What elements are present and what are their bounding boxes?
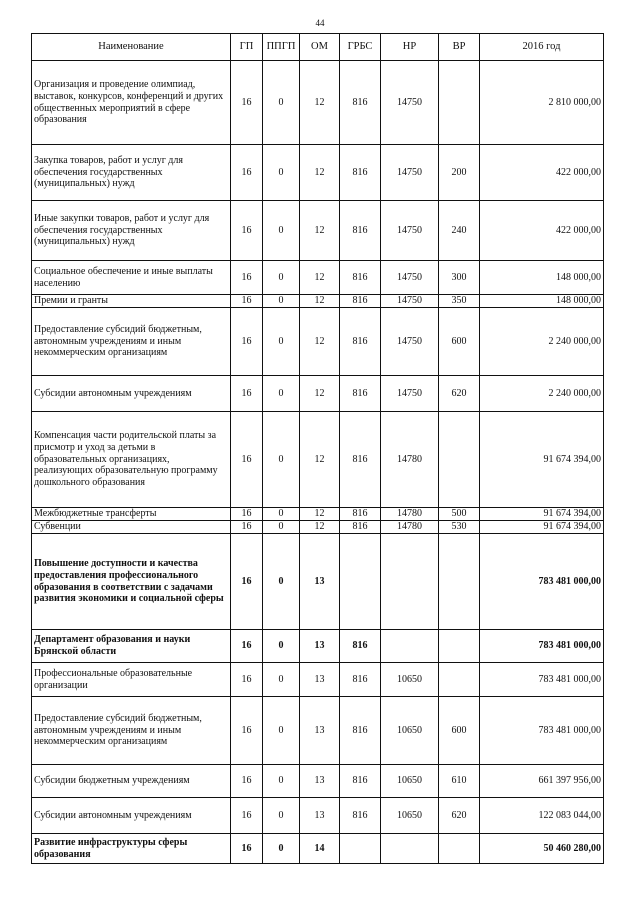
cell-ppgp: 0	[263, 534, 300, 630]
cell-amount: 2 240 000,00	[480, 376, 604, 412]
cell-vr: 500	[439, 508, 480, 521]
cell-gp: 16	[231, 521, 263, 534]
table-row	[32, 697, 604, 765]
cell-name: Межбюджетные трансферты	[32, 508, 231, 521]
cell-grbs: 816	[340, 663, 381, 697]
cell-grbs: 816	[340, 412, 381, 508]
cell-vr	[439, 412, 480, 508]
cell-vr	[439, 834, 480, 864]
cell-om: 13	[300, 630, 340, 663]
cell-grbs: 816	[340, 630, 381, 663]
cell-om: 12	[300, 376, 340, 412]
cell-vr	[439, 534, 480, 630]
cell-nr: 14750	[381, 308, 439, 376]
cell-gp: 16	[231, 376, 263, 412]
cell-nr: 10650	[381, 798, 439, 834]
cell-vr: 350	[439, 295, 480, 308]
cell-gp: 16	[231, 295, 263, 308]
cell-amount: 91 674 394,00	[480, 521, 604, 534]
cell-name: Субсидии автономным учреждениям	[32, 376, 231, 412]
cell-nr: 10650	[381, 663, 439, 697]
cell-grbs	[340, 534, 381, 630]
cell-ppgp: 0	[263, 145, 300, 201]
cell-vr: 300	[439, 261, 480, 295]
table-row	[32, 521, 604, 534]
cell-gp: 16	[231, 534, 263, 630]
cell-om: 13	[300, 697, 340, 765]
cell-name: Профессиональные образовательные организации	[32, 663, 231, 697]
cell-ppgp: 0	[263, 765, 300, 798]
cell-vr	[439, 663, 480, 697]
cell-name: Развитие инфраструктуры сферы образования	[32, 834, 231, 864]
cell-gp: 16	[231, 261, 263, 295]
cell-nr: 10650	[381, 697, 439, 765]
cell-grbs	[340, 834, 381, 864]
cell-nr: 14780	[381, 521, 439, 534]
cell-ppgp: 0	[263, 261, 300, 295]
cell-grbs: 816	[340, 376, 381, 412]
cell-om: 12	[300, 201, 340, 261]
cell-om: 12	[300, 61, 340, 145]
cell-nr: 14780	[381, 412, 439, 508]
cell-vr: 600	[439, 697, 480, 765]
cell-grbs: 816	[340, 201, 381, 261]
cell-nr	[381, 834, 439, 864]
cell-amount: 783 481 000,00	[480, 630, 604, 663]
cell-ppgp: 0	[263, 663, 300, 697]
cell-nr: 14750	[381, 201, 439, 261]
cell-om: 13	[300, 534, 340, 630]
col-header-vr: ВР	[439, 34, 480, 61]
cell-gp: 16	[231, 798, 263, 834]
cell-name: Субсидии автономным учреждениям	[32, 798, 231, 834]
cell-name: Компенсация части родительской платы за присмотр и уход за детьми в образовательных организациях, реализующих образовательную программу дошкольного образования	[32, 412, 231, 508]
table-header-row	[32, 34, 604, 61]
cell-vr: 610	[439, 765, 480, 798]
cell-amount: 661 397 956,00	[480, 765, 604, 798]
table-row	[32, 834, 604, 864]
table-row	[32, 663, 604, 697]
cell-gp: 16	[231, 201, 263, 261]
cell-ppgp: 0	[263, 412, 300, 508]
col-header-om: ОМ	[300, 34, 340, 61]
cell-gp: 16	[231, 630, 263, 663]
table-row	[32, 376, 604, 412]
cell-vr	[439, 630, 480, 663]
cell-grbs: 816	[340, 508, 381, 521]
cell-nr: 14750	[381, 61, 439, 145]
cell-om: 12	[300, 261, 340, 295]
table-row	[32, 61, 604, 145]
cell-grbs: 816	[340, 295, 381, 308]
cell-om: 12	[300, 308, 340, 376]
cell-ppgp: 0	[263, 61, 300, 145]
cell-om: 12	[300, 508, 340, 521]
cell-ppgp: 0	[263, 308, 300, 376]
cell-ppgp: 0	[263, 508, 300, 521]
col-header-ppgp: ППГП	[263, 34, 300, 61]
cell-nr: 14750	[381, 376, 439, 412]
cell-ppgp: 0	[263, 295, 300, 308]
cell-ppgp: 0	[263, 376, 300, 412]
cell-om: 13	[300, 765, 340, 798]
col-header-nr: НР	[381, 34, 439, 61]
col-header-gp: ГП	[231, 34, 263, 61]
cell-nr	[381, 630, 439, 663]
table-row	[32, 145, 604, 201]
cell-amount: 148 000,00	[480, 261, 604, 295]
cell-om: 13	[300, 663, 340, 697]
cell-name: Организация и проведение олимпиад, выставок, конкурсов, конференций и других общественных мероприятий в сфере образования	[32, 61, 231, 145]
cell-amount: 422 000,00	[480, 201, 604, 261]
cell-amount: 91 674 394,00	[480, 508, 604, 521]
cell-gp: 16	[231, 412, 263, 508]
cell-nr: 14750	[381, 295, 439, 308]
cell-ppgp: 0	[263, 630, 300, 663]
cell-name: Премии и гранты	[32, 295, 231, 308]
cell-grbs: 816	[340, 61, 381, 145]
cell-name: Иные закупки товаров, работ и услуг для обеспечения государственных (муниципальных) нужд	[32, 201, 231, 261]
cell-grbs: 816	[340, 308, 381, 376]
cell-vr: 200	[439, 145, 480, 201]
cell-name: Субвенции	[32, 521, 231, 534]
table-row	[32, 412, 604, 508]
cell-grbs: 816	[340, 521, 381, 534]
table-row	[32, 765, 604, 798]
cell-om: 14	[300, 834, 340, 864]
cell-gp: 16	[231, 61, 263, 145]
table-row	[32, 798, 604, 834]
table-row	[32, 534, 604, 630]
cell-vr: 530	[439, 521, 480, 534]
cell-vr: 620	[439, 376, 480, 412]
col-header-grbs: ГРБС	[340, 34, 381, 61]
cell-grbs: 816	[340, 261, 381, 295]
page-number: 44	[315, 18, 325, 28]
cell-name: Субсидии бюджетным учреждениям	[32, 765, 231, 798]
cell-name: Закупка товаров, работ и услуг для обеспечения государственных (муниципальных) нужд	[32, 145, 231, 201]
table-row	[32, 508, 604, 521]
cell-vr: 620	[439, 798, 480, 834]
cell-grbs: 816	[340, 798, 381, 834]
cell-name: Предоставление субсидий бюджетным, автономным учреждениям и иным некоммерческим организациям	[32, 308, 231, 376]
cell-ppgp: 0	[263, 697, 300, 765]
cell-gp: 16	[231, 145, 263, 201]
cell-amount: 422 000,00	[480, 145, 604, 201]
cell-nr: 14780	[381, 508, 439, 521]
cell-grbs: 816	[340, 765, 381, 798]
cell-amount: 2 240 000,00	[480, 308, 604, 376]
cell-name: Департамент образования и науки Брянской области	[32, 630, 231, 663]
cell-name: Предоставление субсидий бюджетным, автономным учреждениям и иным некоммерческим организациям	[32, 697, 231, 765]
cell-vr	[439, 61, 480, 145]
cell-om: 12	[300, 295, 340, 308]
cell-name: Социальное обеспечение и иные выплаты населению	[32, 261, 231, 295]
cell-om: 12	[300, 521, 340, 534]
cell-nr: 14750	[381, 261, 439, 295]
cell-name: Повышение доступности и качества предоставления профессионального образования в соответствии с задачами развития экономики и социальной сферы	[32, 534, 231, 630]
cell-grbs: 816	[340, 697, 381, 765]
cell-nr: 14750	[381, 145, 439, 201]
table-row	[32, 630, 604, 663]
cell-ppgp: 0	[263, 521, 300, 534]
cell-vr: 600	[439, 308, 480, 376]
table-row	[32, 308, 604, 376]
table-row	[32, 295, 604, 308]
cell-om: 12	[300, 145, 340, 201]
cell-amount: 122 083 044,00	[480, 798, 604, 834]
cell-amount: 2 810 000,00	[480, 61, 604, 145]
cell-nr	[381, 534, 439, 630]
cell-amount: 783 481 000,00	[480, 534, 604, 630]
cell-amount: 783 481 000,00	[480, 697, 604, 765]
cell-amount: 91 674 394,00	[480, 412, 604, 508]
table-row	[32, 261, 604, 295]
cell-gp: 16	[231, 765, 263, 798]
cell-gp: 16	[231, 834, 263, 864]
cell-grbs: 816	[340, 145, 381, 201]
budget-table	[31, 33, 604, 864]
cell-om: 13	[300, 798, 340, 834]
cell-amount: 783 481 000,00	[480, 663, 604, 697]
cell-amount: 148 000,00	[480, 295, 604, 308]
cell-amount: 50 460 280,00	[480, 834, 604, 864]
table-row	[32, 201, 604, 261]
cell-ppgp: 0	[263, 798, 300, 834]
cell-ppgp: 0	[263, 201, 300, 261]
cell-nr: 10650	[381, 765, 439, 798]
col-header-name: Наименование	[32, 34, 231, 61]
cell-gp: 16	[231, 308, 263, 376]
cell-gp: 16	[231, 697, 263, 765]
cell-om: 12	[300, 412, 340, 508]
col-header-year: 2016 год	[480, 34, 604, 61]
cell-gp: 16	[231, 663, 263, 697]
cell-ppgp: 0	[263, 834, 300, 864]
cell-vr: 240	[439, 201, 480, 261]
cell-gp: 16	[231, 508, 263, 521]
